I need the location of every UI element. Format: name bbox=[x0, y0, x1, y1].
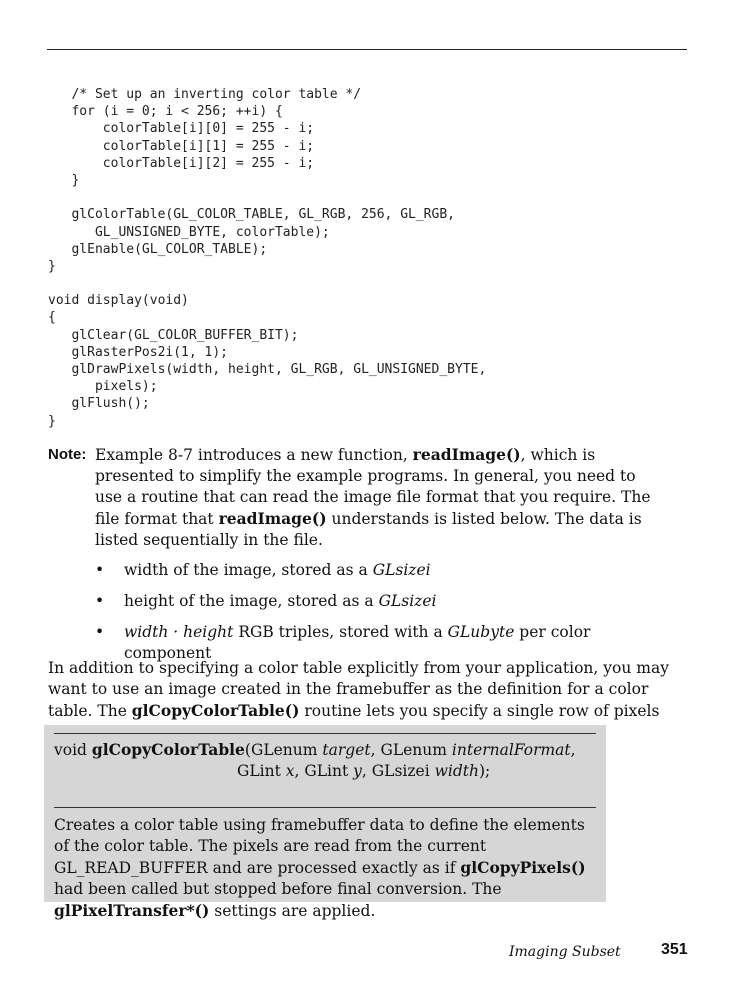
param-type: GLint bbox=[237, 762, 286, 780]
header-rule bbox=[47, 49, 687, 50]
function-name: glCopyColorTable bbox=[91, 740, 245, 759]
function-name: glPixelTransfer*() bbox=[54, 901, 210, 920]
code-line: } bbox=[48, 172, 80, 188]
paragraph-text: routine lets you specify a single row of pixels bbox=[304, 702, 660, 720]
bullet: • bbox=[95, 623, 105, 641]
list-item bbox=[95, 560, 658, 581]
code-line: colorTable[i][1] = 255 - i; bbox=[48, 138, 315, 154]
param-name: x bbox=[285, 762, 295, 780]
code-line bbox=[48, 189, 486, 206]
param-type: , GLsizei bbox=[361, 762, 435, 780]
function-name: readImage() bbox=[218, 509, 327, 528]
box-middle-rule bbox=[54, 807, 596, 808]
code-line: } bbox=[48, 258, 56, 274]
param-type: , GLint bbox=[294, 762, 354, 780]
list-item-text: height of the image, stored as a bbox=[124, 592, 379, 610]
list-item-text: RGB triples, stored with a bbox=[233, 623, 448, 641]
code-line: GL_UNSIGNED_BYTE, colorTable); bbox=[48, 224, 330, 240]
running-footer-title: Imaging Subset bbox=[509, 944, 621, 960]
code-line: colorTable[i][0] = 255 - i; bbox=[48, 121, 315, 137]
code-line: for (i = 0; i < 256; ++i) { bbox=[48, 104, 283, 120]
code-line: { bbox=[48, 310, 56, 326]
prototype-line-2 bbox=[54, 761, 599, 782]
note-text: Example 8-7 introduces a new function, bbox=[95, 446, 413, 464]
note-text: , which is presented to simplify the example programs. In general, you need to use a routine that can read the image file format that you require. The file format that bbox=[95, 446, 651, 528]
bullet: • bbox=[95, 592, 105, 610]
paragraph-text: In addition to specifying a color table explicitly from your application, you may want to use an image created in the framebuffer as the definition for a color table. The bbox=[48, 659, 669, 720]
function-description bbox=[54, 815, 602, 922]
function-reference-box bbox=[44, 725, 606, 920]
code-line: } bbox=[48, 413, 56, 429]
description-text: had been called but stopped before final conversion. The bbox=[54, 880, 502, 898]
code-line: glEnable(GL_COLOR_TABLE); bbox=[48, 241, 268, 257]
code-line: void display(void) bbox=[48, 293, 189, 309]
description-text: Creates a color table using framebuffer data to define the elements of the color table. The pixels are read from the current GL_READ_BUFFER and are processed exactly as if bbox=[54, 816, 585, 877]
file-format-list bbox=[95, 560, 658, 664]
code-line bbox=[48, 275, 486, 292]
code-line: glClear(GL_COLOR_BUFFER_BIT); bbox=[48, 327, 299, 343]
code-line: glFlush(); bbox=[48, 396, 150, 412]
code-line: colorTable[i][2] = 255 - i; bbox=[48, 155, 315, 171]
note-paragraph bbox=[95, 444, 658, 551]
punctuation: ); bbox=[478, 762, 491, 780]
param-type: , GLenum bbox=[370, 741, 452, 759]
type-name: GLubyte bbox=[447, 623, 515, 641]
page-number: 351 bbox=[661, 941, 688, 958]
note-body bbox=[95, 444, 658, 664]
function-name: glCopyPixels() bbox=[460, 858, 586, 877]
list-item-text: per color component bbox=[124, 623, 591, 662]
code-listing bbox=[48, 86, 486, 430]
note-label: Note: bbox=[48, 446, 87, 463]
function-prototype bbox=[54, 739, 599, 782]
param-name: y bbox=[353, 762, 362, 780]
param-name: width bbox=[434, 762, 479, 780]
code-line: glRasterPos2i(1, 1); bbox=[48, 344, 229, 360]
function-name: glCopyColorTable() bbox=[131, 701, 300, 720]
description-text: settings are applied. bbox=[209, 902, 376, 920]
bullet: • bbox=[95, 561, 105, 579]
note-text: understands is listed below. The data is listed sequentially in the file. bbox=[95, 510, 642, 549]
punctuation: , bbox=[570, 741, 576, 759]
return-type: void bbox=[54, 741, 92, 759]
code-line: glDrawPixels(width, height, GL_RGB, GL_UNSIGNED_BYTE, bbox=[48, 362, 487, 377]
code-line: pixels); bbox=[48, 379, 158, 395]
note-block bbox=[48, 444, 658, 674]
type-name: GLsizei bbox=[378, 592, 437, 610]
type-name: GLsizei bbox=[372, 561, 431, 579]
list-item-text: width of the image, stored as a bbox=[124, 561, 373, 579]
math-expression: width · height bbox=[124, 623, 234, 641]
list-item bbox=[95, 591, 658, 612]
function-name: readImage() bbox=[412, 445, 521, 464]
code-line: /* Set up an inverting color table */ bbox=[48, 87, 362, 102]
code-line: glColorTable(GL_COLOR_TABLE, GL_RGB, 256, GL_RGB, bbox=[48, 207, 455, 223]
param-type: (GLenum bbox=[244, 741, 323, 759]
prototype-line-1 bbox=[54, 739, 599, 761]
param-name: internalFormat bbox=[451, 741, 571, 759]
param-name: target bbox=[322, 741, 371, 759]
box-top-rule bbox=[54, 733, 596, 734]
